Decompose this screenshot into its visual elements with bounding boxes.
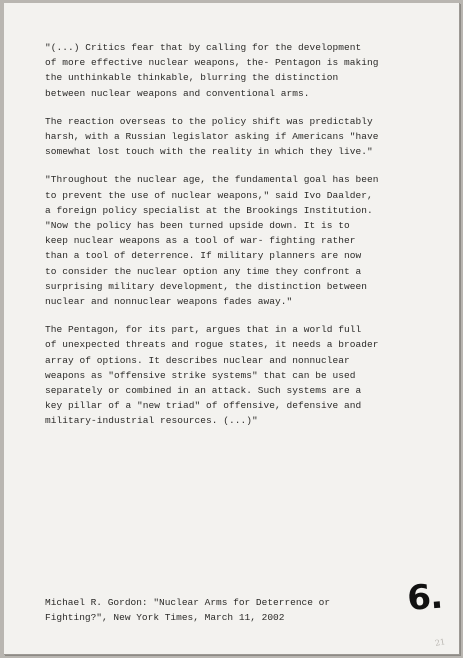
citation: [45, 595, 405, 625]
text-line: than a tool of deterrence. If military planners are now: [45, 250, 362, 262]
text-line: nuclear and nonnuclear weapons fades away.": [45, 296, 293, 308]
text-line: weapons as "offensive strike systems" that can be used: [45, 369, 356, 381]
text-line: the unthinkable thinkable, blurring the distinction: [45, 72, 339, 84]
paragraph: [45, 172, 445, 309]
text-line: The reaction overseas to the policy shift was predictably: [45, 115, 373, 127]
paragraph: [45, 114, 445, 160]
text-line: of unexpected threats and rogue states, it needs a broader: [45, 339, 379, 351]
text-line: keep nuclear weapons as a tool of war- fighting rather: [45, 235, 356, 247]
text-line: to consider the nuclear option any time they confront a: [45, 265, 362, 277]
quote-body: [45, 40, 445, 442]
text-line: The Pentagon, for its part, argues that in a world full: [45, 324, 362, 336]
text-line: harsh, with a Russian legislator asking if Americans "have: [45, 131, 379, 143]
page-number: 6.: [406, 576, 444, 619]
paragraph: [45, 40, 445, 101]
document-page: [4, 3, 460, 655]
text-line: key pillar of a "new triad" of offensive, defensive and: [45, 400, 362, 412]
text-line: "(...) Critics fear that by calling for the development: [45, 42, 362, 53]
text-line: separately or combined in an attack. Such systems are a: [45, 385, 362, 397]
text-line: to prevent the use of nuclear weapons," said Ivo Daalder,: [45, 189, 373, 201]
text-line: surprising military development, the distinction between: [45, 280, 368, 292]
text-line: of more effective nuclear weapons, the- Pentagon is making: [45, 57, 379, 69]
citation-line: Michael R. Gordon: "Nuclear Arms for Deterrence or: [45, 597, 331, 608]
text-line: military-industrial resources. (...)": [45, 415, 258, 427]
text-line: between nuclear weapons and conventional arms.: [45, 87, 310, 99]
paragraph: [45, 322, 445, 428]
pencil-note: 21: [434, 637, 446, 648]
text-line: "Throughout the nuclear age, the fundamental goal has been: [45, 174, 379, 186]
text-line: "Now the policy has been turned upside down. It is to: [45, 220, 350, 232]
text-line: somewhat lost touch with the reality in which they live.": [45, 146, 373, 158]
text-line: array of options. It describes nuclear and nonnuclear: [45, 354, 350, 366]
text-line: a foreign policy specialist at the Brookings Institution.: [45, 204, 373, 216]
citation-line: Fighting?", New York Times, March 11, 2002: [45, 612, 285, 624]
